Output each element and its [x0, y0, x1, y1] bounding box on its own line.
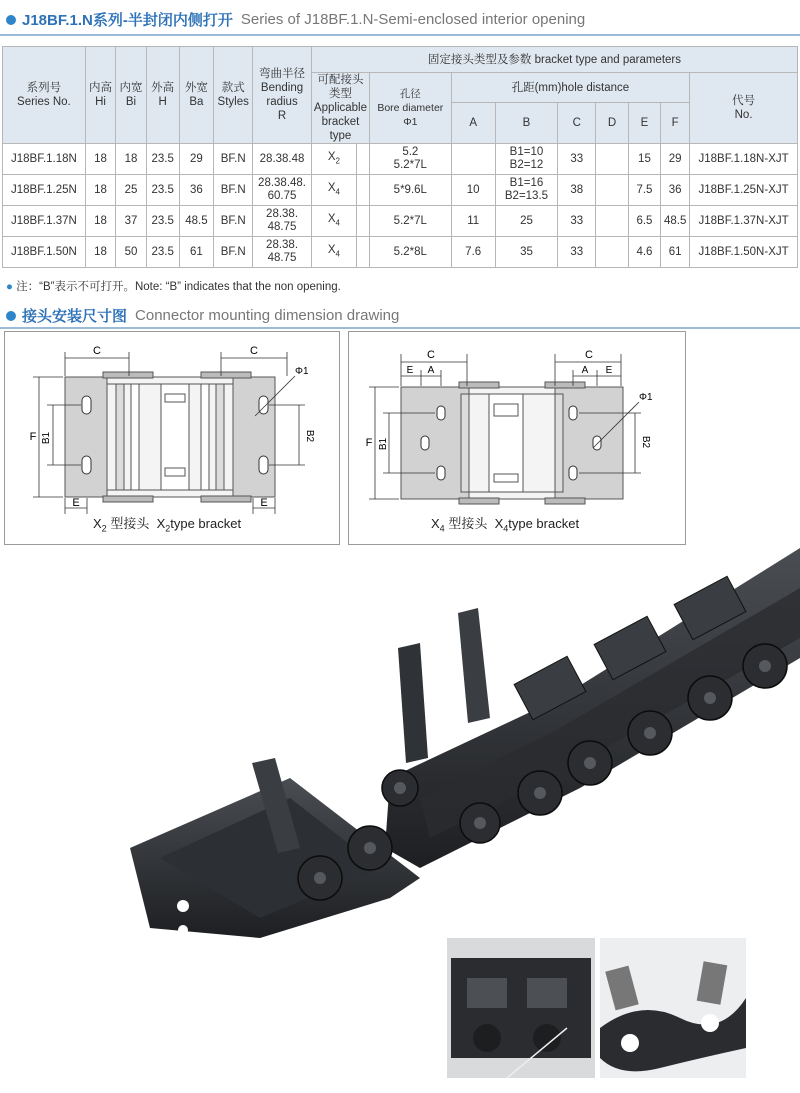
cell-f: 29	[661, 144, 690, 175]
cell-series: J18BF.1.50N	[3, 237, 86, 268]
cell-bracket: $X_2$	[311, 144, 356, 175]
inset-photo-2	[600, 938, 746, 1078]
bullet-icon	[6, 311, 16, 321]
cell-d	[596, 237, 628, 268]
cell-ba: 61	[179, 237, 214, 268]
cell-bi: 37	[116, 206, 147, 237]
type-letter: X	[93, 516, 102, 531]
cell-d	[596, 175, 628, 206]
dim-c-right: C	[250, 345, 258, 357]
spec-table	[2, 46, 798, 268]
cell-e: 6.5	[628, 206, 661, 237]
caption-cn: 型接头	[110, 516, 150, 531]
header-c: C	[572, 117, 581, 130]
section-title-cn: J18BF.1.N系列-半封闭内侧打开	[22, 12, 233, 29]
cell-bore: 5*9.6L	[370, 175, 452, 206]
header-h: 外高 H	[151, 82, 175, 108]
cell-code: J18BF.1.18N-XJT	[690, 144, 798, 175]
cell-b: B1=16 B2=13.5	[495, 175, 557, 206]
col-h	[146, 47, 179, 144]
col-f	[661, 103, 690, 144]
cell-b: 35	[495, 237, 557, 268]
cell-hi: 18	[85, 206, 116, 237]
cell-bi: 50	[116, 237, 147, 268]
section-title-en: Series of J18BF.1.N-Semi-enclosed interior opening	[240, 11, 586, 28]
section-title-spec	[0, 9, 585, 30]
cell-a	[451, 144, 495, 175]
cell-bracket: $X_4$	[311, 237, 356, 268]
type-sub: 2	[101, 523, 107, 534]
cell-series: J18BF.1.18N	[3, 144, 86, 175]
col-bore	[370, 73, 452, 144]
cell-empty	[356, 206, 369, 237]
cell-radius: 28.38. 48.75	[253, 237, 312, 268]
cell-bore: 5.2*7L	[370, 206, 452, 237]
cell-style: BF.N	[214, 144, 253, 175]
cell-ba: 29	[179, 144, 214, 175]
cell-e: 15	[628, 144, 661, 175]
cell-a: 11	[451, 206, 495, 237]
dim-f: F	[365, 437, 373, 449]
dim-e-left: E	[72, 497, 80, 509]
drawing-x2-type	[4, 331, 340, 545]
bullet-icon	[6, 15, 16, 25]
col-radius	[253, 47, 312, 144]
cell-f: 48.5	[661, 206, 690, 237]
table-row	[3, 206, 798, 237]
cell-series: J18BF.1.25N	[3, 175, 86, 206]
header-bore: 孔径 Bore diameter Φ1	[377, 88, 444, 128]
dim-b2: B2	[640, 435, 651, 449]
cell-ba: 36	[179, 175, 214, 206]
header-hi: 内高 Hi	[89, 82, 113, 108]
header-b: B	[522, 117, 531, 130]
col-d	[596, 103, 628, 144]
cell-b: B1=10 B2=12	[495, 144, 557, 175]
header-hole-label: 孔距(mm)hole distance	[511, 81, 630, 94]
cell-d	[596, 206, 628, 237]
divider	[0, 34, 800, 36]
col-hi	[85, 47, 116, 144]
dim-a-left: A	[427, 365, 435, 376]
col-b	[495, 103, 557, 144]
cable-carrier-photo	[0, 548, 800, 938]
cell-bore: 5.2 5.2*7L	[370, 144, 452, 175]
dim-e-right: E	[605, 365, 613, 376]
type-sub-en: 2	[165, 523, 171, 534]
cell-empty	[356, 237, 369, 268]
col-ba	[179, 47, 214, 144]
cell-radius: 28.38.48. 60.75	[253, 175, 312, 206]
cell-bracket: $X_4$	[311, 175, 356, 206]
cell-code: J18BF.1.25N-XJT	[690, 175, 798, 206]
header-group	[311, 47, 797, 73]
dim-f: F	[29, 431, 37, 443]
table-row	[3, 144, 798, 175]
dim-b2: B2	[304, 429, 315, 443]
table-row	[3, 237, 798, 268]
header-d: D	[607, 117, 617, 130]
cell-style: BF.N	[214, 237, 253, 268]
cell-a: 7.6	[451, 237, 495, 268]
footnote	[6, 278, 341, 294]
cell-c: 33	[558, 206, 596, 237]
cell-c: 38	[558, 175, 596, 206]
section-title-drawing	[0, 305, 399, 326]
cell-f: 36	[661, 175, 690, 206]
cell-h: 23.5	[146, 144, 179, 175]
cell-hi: 18	[85, 237, 116, 268]
header-e: E	[640, 117, 649, 130]
caption-cn: 型接头	[448, 516, 488, 531]
dim-a-right: A	[581, 365, 589, 376]
col-bi	[116, 47, 147, 144]
col-e	[628, 103, 661, 144]
type-sub-en: 4	[503, 523, 509, 534]
header-styles: 款式 Styles	[217, 82, 249, 108]
table-row	[3, 175, 798, 206]
cell-empty	[356, 175, 369, 206]
inset-photo-1	[447, 938, 595, 1078]
header-series: 系列号 Series No.	[17, 82, 71, 108]
type-letter-en: X	[494, 516, 504, 531]
dim-b1: B1	[378, 437, 389, 451]
col-series	[3, 47, 86, 144]
cell-style: BF.N	[214, 206, 253, 237]
cell-h: 23.5	[146, 237, 179, 268]
header-radius: 弯曲半径 Bending radius R	[259, 68, 306, 122]
dim-c-left: C	[93, 345, 101, 357]
spec-table-body	[3, 144, 798, 268]
cell-style: BF.N	[214, 175, 253, 206]
cell-radius: 28.38. 48.75	[253, 206, 312, 237]
cell-ba: 48.5	[179, 206, 214, 237]
cell-e: 4.6	[628, 237, 661, 268]
cell-code: J18BF.1.50N-XJT	[690, 237, 798, 268]
type-sub: 4	[439, 523, 445, 534]
cell-bi: 25	[116, 175, 147, 206]
cell-hi: 18	[85, 175, 116, 206]
header-ba: 外宽 Ba	[184, 82, 208, 108]
dim-phi: Φ1	[639, 392, 653, 403]
cell-a: 10	[451, 175, 495, 206]
header-bracket: 可配接头类型 Applicable bracket type	[313, 74, 367, 142]
col-a	[451, 103, 495, 144]
section2-title-en: Connector mounting dimension drawing	[135, 307, 400, 324]
cell-c: 33	[558, 144, 596, 175]
cell-bracket: $X_4$	[311, 206, 356, 237]
cell-h: 23.5	[146, 175, 179, 206]
header-f: F	[671, 117, 679, 130]
dim-b1: B1	[41, 431, 52, 445]
type-letter-en: X	[156, 516, 166, 531]
cell-e: 7.5	[628, 175, 661, 206]
dim-c-left: C	[427, 349, 435, 361]
caption-x4	[431, 513, 579, 534]
caption-x2	[93, 513, 241, 534]
header-bi: 内宽 Bi	[119, 82, 143, 108]
col-code	[690, 73, 798, 144]
dim-phi: Φ1	[295, 366, 309, 377]
col-c	[558, 103, 596, 144]
dim-e-right: E	[260, 497, 268, 509]
col-bracket	[311, 73, 369, 144]
section2-title-cn: 接头安装尺寸图	[22, 308, 128, 325]
drawing-x4-type	[348, 331, 686, 545]
cell-f: 61	[661, 237, 690, 268]
header-hole-group	[451, 73, 690, 103]
cell-code: J18BF.1.37N-XJT	[690, 206, 798, 237]
cell-c: 33	[558, 237, 596, 268]
cell-hi: 18	[85, 144, 116, 175]
cell-radius: 28.38.48	[253, 144, 312, 175]
caption-en: type bracket	[170, 516, 242, 531]
divider	[0, 327, 800, 329]
cell-b: 25	[495, 206, 557, 237]
dim-c-right: C	[585, 349, 593, 361]
cell-series: J18BF.1.37N	[3, 206, 86, 237]
cell-bi: 18	[116, 144, 147, 175]
cell-empty	[356, 144, 369, 175]
note-text: 注：“B”表示不可打开。Note: “B” indicates that the non opening.	[16, 281, 341, 293]
note-bullet-icon: ●	[6, 281, 13, 293]
caption-en: type bracket	[508, 516, 580, 531]
dim-e-left: E	[406, 365, 414, 376]
type-letter: X	[431, 516, 440, 531]
cell-bore: 5.2*8L	[370, 237, 452, 268]
header-group-label: 固定接头类型及参数 bracket type and parameters	[427, 53, 681, 66]
cell-d	[596, 144, 628, 175]
cell-h: 23.5	[146, 206, 179, 237]
col-styles	[214, 47, 253, 144]
header-a: A	[469, 117, 478, 130]
header-code: 代号 No.	[732, 95, 756, 121]
